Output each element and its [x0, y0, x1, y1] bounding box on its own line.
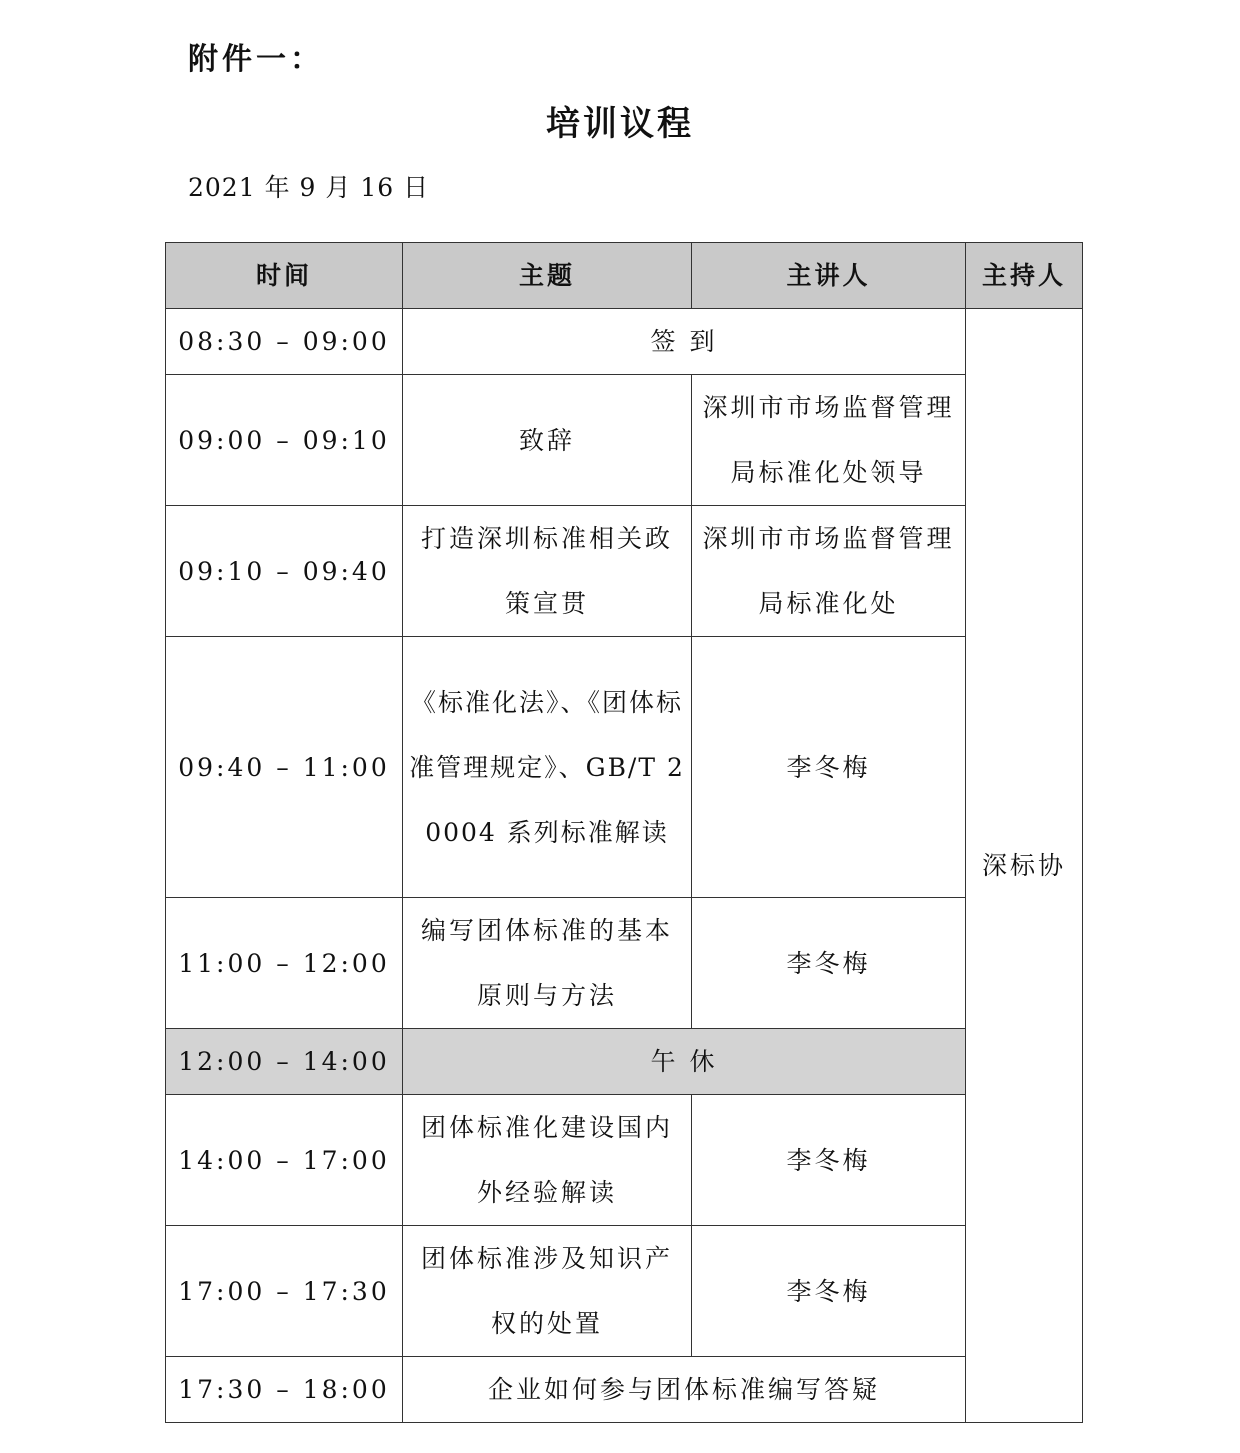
row-time: 08:30 – 09:00	[166, 309, 403, 375]
table-row	[166, 506, 1083, 637]
row-time: 17:00 – 17:30	[166, 1226, 403, 1357]
table-row	[166, 309, 1083, 375]
agenda-table	[165, 242, 1083, 1423]
row-topic: 编写团体标准的基本原则与方法	[403, 898, 692, 1029]
row-time: 11:00 – 12:00	[166, 898, 403, 1029]
row-time: 09:00 – 09:10	[166, 375, 403, 506]
header-topic: 主题	[403, 243, 692, 309]
row-topic: 致辞	[403, 375, 692, 506]
agenda-date: 2021 年 9 月 16 日	[188, 173, 430, 202]
row-speaker: 李冬梅	[692, 637, 966, 898]
row-speaker: 李冬梅	[692, 1226, 966, 1357]
row-time: 09:10 – 09:40	[166, 506, 403, 637]
host-cell: 深标协	[966, 309, 1083, 1423]
row-time: 12:00 – 14:00	[166, 1029, 403, 1095]
document-title: 培训议程	[546, 104, 694, 144]
row-time: 14:00 – 17:00	[166, 1095, 403, 1226]
header-host: 主持人	[966, 243, 1083, 309]
table-row	[166, 898, 1083, 1029]
table-header-row	[166, 243, 1083, 309]
row-topic: 企业如何参与团体标准编写答疑	[403, 1357, 966, 1423]
table-row	[166, 637, 1083, 898]
table-row	[166, 1095, 1083, 1226]
table-row	[166, 1357, 1083, 1423]
attachment-label: 附件一：	[188, 42, 324, 77]
table-row	[166, 1029, 1083, 1095]
row-time: 09:40 – 11:00	[166, 637, 403, 898]
row-topic: 团体标准涉及知识产权的处置	[403, 1226, 692, 1357]
header-speaker: 主讲人	[692, 243, 966, 309]
row-topic: 午 休	[403, 1029, 966, 1095]
row-topic: 《标准化法》、《团体标准管理规定》、GB/T 20004 系列标准解读	[403, 637, 692, 898]
row-speaker: 李冬梅	[692, 898, 966, 1029]
row-speaker: 李冬梅	[692, 1095, 966, 1226]
row-topic: 团体标准化建设国内外经验解读	[403, 1095, 692, 1226]
row-time: 17:30 – 18:00	[166, 1357, 403, 1423]
header-time: 时间	[166, 243, 403, 309]
row-speaker: 深圳市市场监督管理局标准化处	[692, 506, 966, 637]
row-speaker: 深圳市市场监督管理局标准化处领导	[692, 375, 966, 506]
row-topic: 签 到	[403, 309, 966, 375]
table-row	[166, 1226, 1083, 1357]
table-row	[166, 375, 1083, 506]
row-topic: 打造深圳标准相关政策宣贯	[403, 506, 692, 637]
